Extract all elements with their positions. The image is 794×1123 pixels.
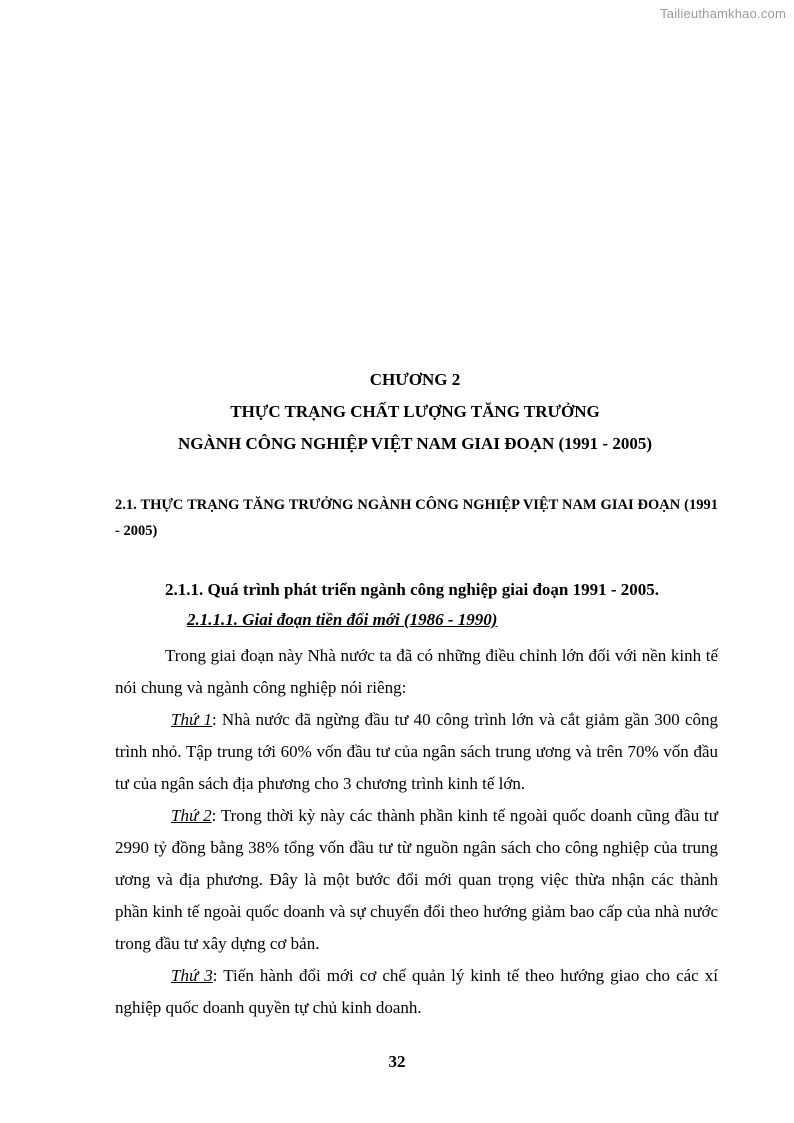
page-number: 32: [388, 1052, 406, 1071]
paragraph-text-thu-3: : Tiến hành đổi mới cơ chế quản lý kinh tế theo hướng giao cho các xí nghiệp quốc doanh quyền tự chủ kinh doanh.: [115, 966, 718, 1017]
paragraph-lead-thu-3: Thứ 3: [171, 966, 213, 985]
chapter-number: CHƯƠNG 2: [369, 370, 461, 389]
section-heading: 2.1. THỰC TRẠNG TĂNG TRƯỞNG NGÀNH CÔNG NGHIỆP VIỆT NAM GIAI ĐOẠN (1991 - 2005): [115, 497, 718, 539]
chapter-heading: [100, 364, 730, 460]
paragraph-lead-thu-2: Thứ 2: [171, 806, 212, 825]
paragraph-text-thu-2: : Trong thời kỳ này các thành phần kinh tế ngoài quốc doanh cũng đầu tư 2990 tỷ đồng bằng 38% tổng vốn đầu tư từ nguồn ngân sách cho công nghiệp của trung ương và địa phương. Đây là một bước đổi mới quan trọng việc thừa nhận các thành phần kinh tế ngoài quốc doanh và sự chuyển đổi theo hướng giảm bao cấp của nhà nước trong đầu tư xây dựng cơ bản.: [115, 806, 718, 953]
paragraph-thu-1: [115, 704, 718, 800]
paragraph-thu-2: [115, 800, 718, 960]
body-text: [115, 640, 718, 1024]
paragraph-thu-3: [115, 960, 718, 1024]
intro-paragraph: Trong giai đoạn này Nhà nước ta đã có những điều chỉnh lớn đối với nền kinh tế nói chung và ngành công nghiệp nói riêng:: [115, 646, 718, 697]
chapter-title-line-1: THỰC TRẠNG CHẤT LƯỢNG TĂNG TRƯỞNG: [230, 402, 600, 421]
subsection-heading: 2.1.1. Quá trình phát triển ngành công nghiệp giai đoạn 1991 - 2005.: [165, 580, 660, 599]
chapter-title-line-2: NGÀNH CÔNG NGHIỆP VIỆT NAM GIAI ĐOẠN (1991 - 2005): [178, 434, 652, 453]
paragraph-lead-thu-1: Thứ 1: [171, 710, 212, 729]
paragraph-text-thu-1: : Nhà nước đã ngừng đầu tư 40 công trình lớn và cắt giảm gần 300 công trình nhỏ. Tập trung tới 60% vốn đầu tư của ngân sách trung ương và trên 70% vốn đầu tư của ngân sách địa phương cho 3 chương trình kinh tế lớn.: [115, 710, 719, 793]
watermark: Tailieuthamkhao.com: [660, 6, 786, 21]
subsubsection-heading: 2.1.1.1. Giai đoạn tiền đổi mới (1986 - 1990): [187, 610, 498, 629]
